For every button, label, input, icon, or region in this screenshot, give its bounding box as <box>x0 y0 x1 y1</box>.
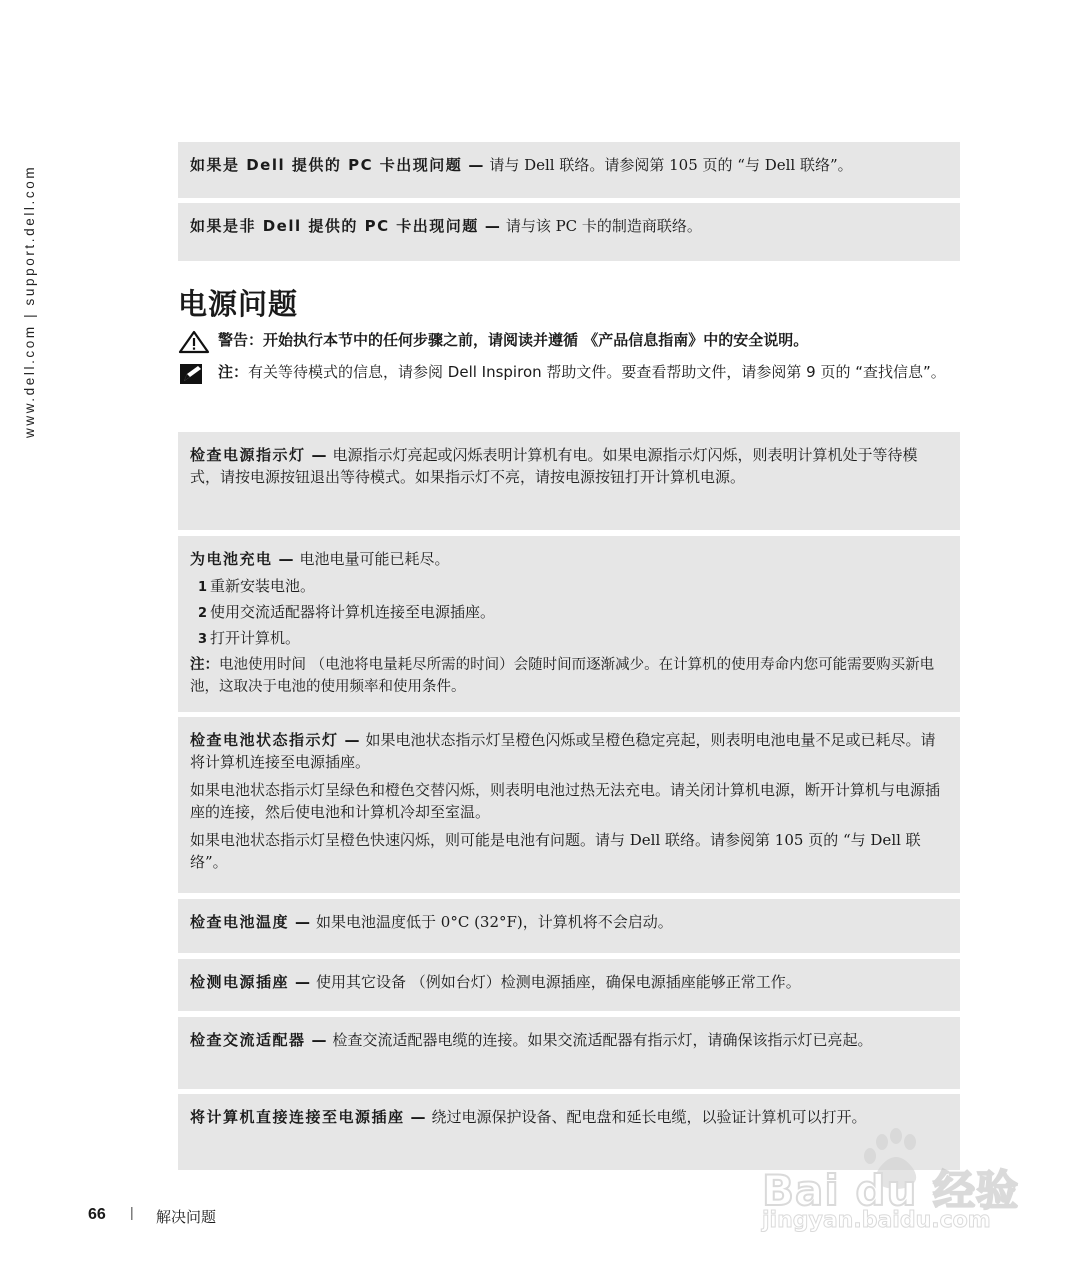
box-dash: — <box>410 1108 426 1126</box>
list-item <box>198 602 946 624</box>
box-heading: 检测电源插座 <box>190 973 290 991</box>
box-text: 如果电池状态指示灯呈橙色闪烁或呈橙色稳定亮起，则表明电池电量不足或已耗尽。请将计算机连接至电源插座。 <box>190 731 936 771</box>
box-dash: — <box>311 1031 327 1049</box>
box-dash: — <box>278 550 294 568</box>
side-url-text: www.dell.com | support.dell.com <box>22 164 37 438</box>
list-item <box>198 576 946 598</box>
step-text: 使用交流适配器将计算机连接至电源插座。 <box>210 603 496 621</box>
footer-separator: | <box>130 1204 134 1220</box>
note-text: 有关等待模式的信息，请参阅 Dell Inspiron 帮助文件。要查看帮助文件，请参阅第 9 页的 “查找信息”。 <box>248 363 946 381</box>
battery-note-text: 电池使用时间 （电池将电量耗尽所需的时间）会随时间而逐渐减少。在计算机的使用寿命内您可能需要购买新电池，这取决于电池的使用频率和使用条件。 <box>190 657 935 695</box>
box-text: 使用其它设备 （例如台灯）检测电源插座，确保电源插座能够正常工作。 <box>316 973 801 991</box>
battery-note <box>190 654 946 698</box>
box-dash: — <box>468 156 484 174</box>
info-box-battery-status-light <box>178 717 960 893</box>
step-number: 3 <box>198 632 208 647</box>
info-box-non-dell-pc-card <box>178 203 960 261</box>
box-text: 绕过电源保护设备、配电盘和延长电缆，以验证计算机可以打开。 <box>431 1108 867 1126</box>
info-box-power-light <box>178 432 960 530</box>
box-dash: — <box>295 973 311 991</box>
battery-note-label: 注： <box>190 657 219 673</box>
box-heading: 如果是非 Dell 提供的 PC 卡出现问题 <box>190 217 479 235</box>
note-pencil-icon <box>178 362 206 388</box>
warning-text: 开始执行本节中的任何步骤之前，请阅读并遵循 《产品信息指南》中的安全说明。 <box>263 331 809 349</box>
box-heading: 检查电池状态指示灯 <box>190 731 339 749</box>
box-text: 请与 Dell 联络。请参阅第 105 页的 “与 Dell 联络”。 <box>489 156 853 174</box>
step-number: 1 <box>198 580 208 595</box>
step-text: 重新安装电池。 <box>210 577 316 595</box>
box-text: 检查交流适配器电缆的连接。如果交流适配器有指示灯，请确保该指示灯已亮起。 <box>332 1031 873 1049</box>
box-text: 电源指示灯亮起或闪烁表明计算机有电。如果电源指示灯闪烁，则表明计算机处于等待模式，请按电源按钮退出等待模式。如果指示灯不亮，请按电源按钮打开计算机电源。 <box>190 446 918 486</box>
list-item <box>198 628 946 650</box>
box-heading: 检查电源指示灯 <box>190 446 306 464</box>
box-heading: 检查交流适配器 <box>190 1031 306 1049</box>
warning-triangle-icon <box>178 330 210 354</box>
info-box-battery-temperature <box>178 899 960 953</box>
box-text: 如果电池温度低于 0°C (32°F)，计算机将不会启动。 <box>316 913 673 931</box>
page-number: 66 <box>88 1206 106 1223</box>
info-box-test-outlet <box>178 959 960 1011</box>
warning <box>178 330 958 351</box>
chapter-title: 解决问题 <box>156 1208 217 1226</box>
warning-label: 警告： <box>218 331 264 349</box>
box-paragraph: 如果电池状态指示灯呈橙色快速闪烁，则可能是电池有问题。请与 Dell 联络。请参阅第 105 页的 “与 Dell 联络”。 <box>190 831 921 871</box>
box-dash: — <box>344 731 360 749</box>
box-text: 电池电量可能已耗尽。 <box>299 550 450 568</box>
box-heading: 如果是 Dell 提供的 PC 卡出现问题 <box>190 156 463 174</box>
note <box>178 362 958 383</box>
box-heading: 为电池充电 <box>190 550 273 568</box>
box-text: 请与该 PC 卡的制造商联络。 <box>505 217 702 235</box>
box-dash: — <box>484 217 500 235</box>
box-heading: 检查电池温度 <box>190 913 290 931</box>
box-paragraph: 如果电池状态指示灯呈绿色和橙色交替闪烁，则表明电池过热无法充电。请关闭计算机电源，断开计算机与电源插座的连接，然后使电池和计算机冷却至室温。 <box>190 781 941 821</box>
box-dash: — <box>311 446 327 464</box>
watermark-logo-text: Bai du 经验 <box>762 1166 1019 1215</box>
step-text: 打开计算机。 <box>210 629 301 647</box>
side-url <box>22 140 62 440</box>
box-heading: 将计算机直接连接至电源插座 <box>190 1108 405 1126</box>
page-footer <box>88 1204 217 1226</box>
step-number: 2 <box>198 606 208 621</box>
step-list <box>190 576 946 650</box>
section-title: 电源问题 <box>178 287 299 321</box>
info-box-dell-pc-card <box>178 142 960 198</box>
baidu-watermark <box>740 1122 1019 1233</box>
box-dash: — <box>295 913 311 931</box>
info-box-ac-adapter <box>178 1017 960 1089</box>
watermark-url: jingyan.baidu.com <box>762 1208 991 1233</box>
note-label: 注： <box>218 363 249 381</box>
info-box-charge-battery <box>178 536 960 712</box>
